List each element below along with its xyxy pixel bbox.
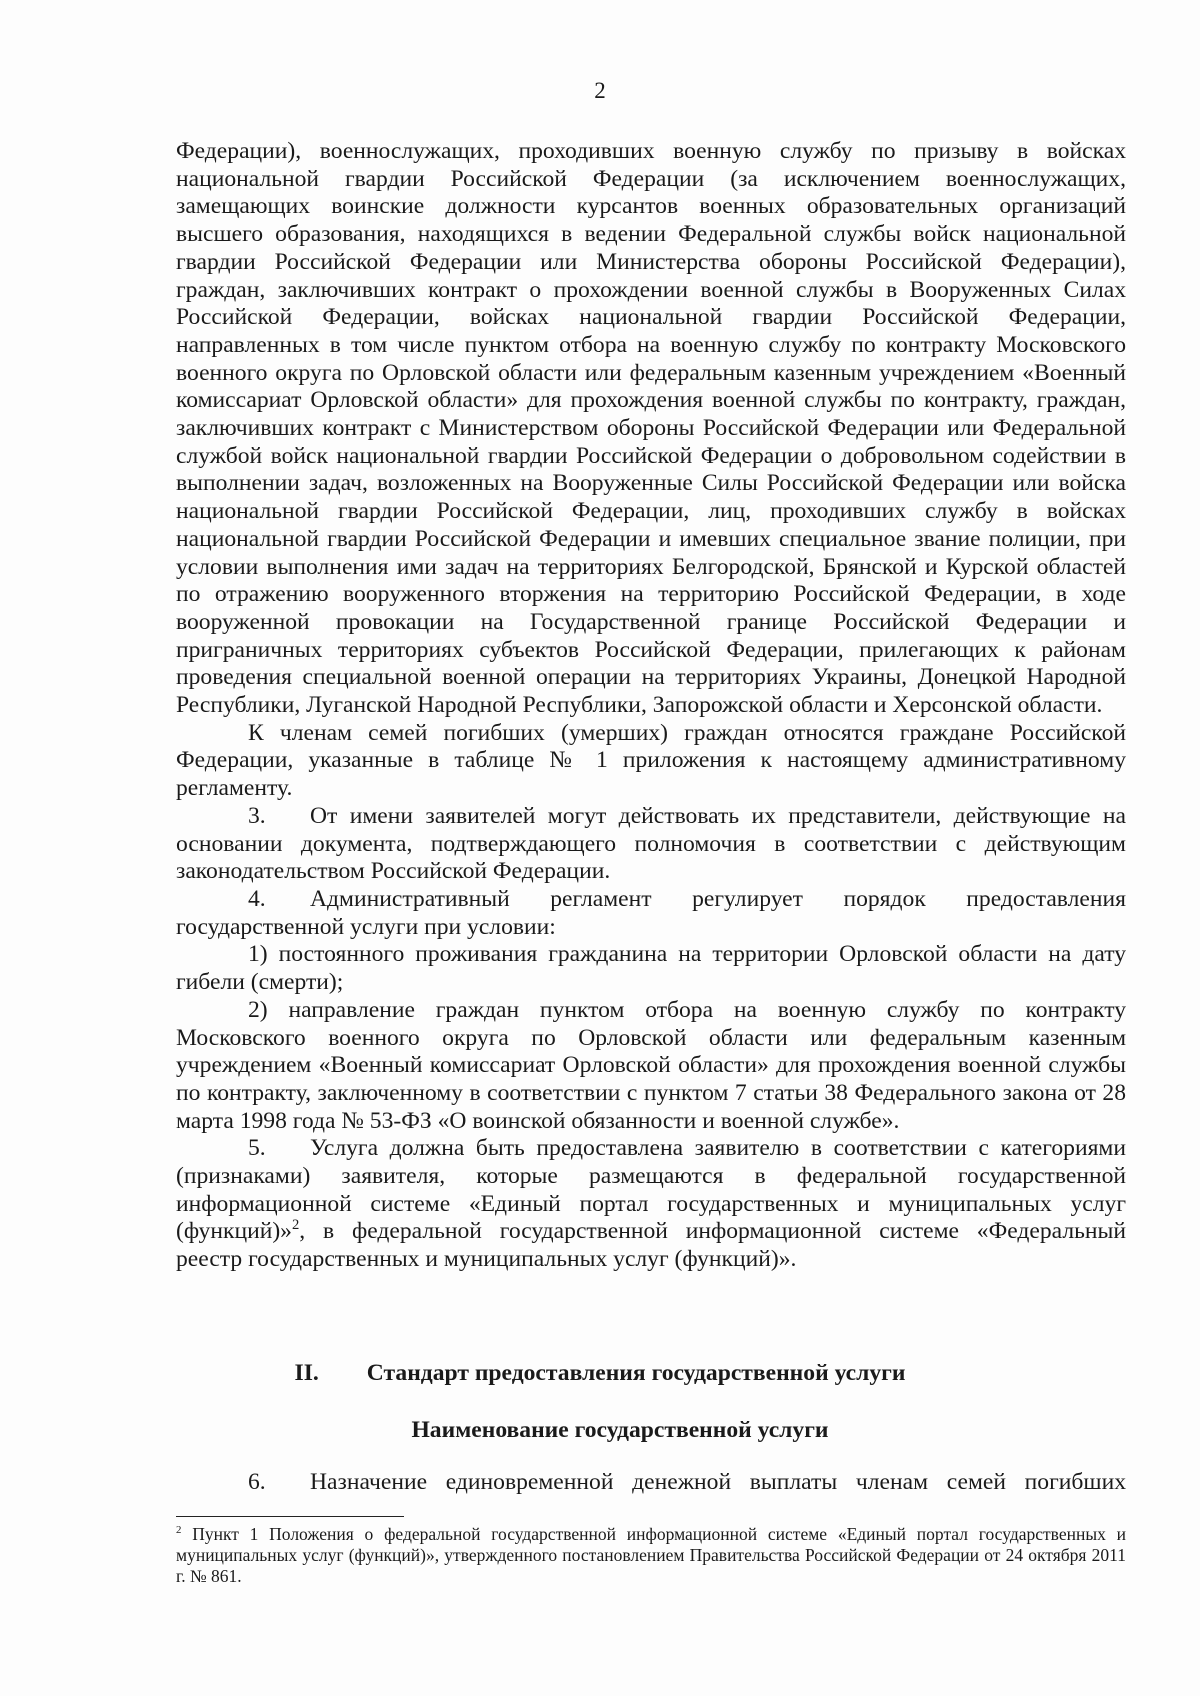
paragraph-number: 5. xyxy=(248,1135,266,1162)
paragraph-number: 3. xyxy=(248,802,266,829)
page-number: 2 xyxy=(594,78,606,103)
footnote xyxy=(176,1524,1126,1587)
paragraph-text: От имени заявителей могут действовать их представители, действующие на основании документа, подтверждающего полномочия в соответствии с действующим законодательством Российской Федерации. xyxy=(176,802,1126,885)
paragraph-text-cont: , в федеральной государственной информационной системе «Федеральный реестр государственных и муниципальных услуг (функций)». xyxy=(176,1218,1126,1273)
document-body xyxy=(176,138,1126,1274)
footnote-reference: 2 xyxy=(291,1217,300,1234)
paragraph-4 xyxy=(176,886,1126,941)
paragraph-4-item-1: 1) постоянного проживания гражданина на территории Орловской области на дату гибели (смерти); xyxy=(176,941,1126,996)
paragraph-number: 4. xyxy=(248,885,266,912)
paragraph-text: Назначение единовременной денежной выплаты членам семей погибших xyxy=(310,1469,1126,1495)
paragraph-6 xyxy=(176,1469,1126,1497)
paragraph-text: Услуга должна быть предоставлена заявителю в соответствии с категориями (признаками) заявителя, которые размещаются в федеральной государственной информационной системе «Единый портал государственных и муниципальных услуг (функций)» xyxy=(176,1135,1126,1245)
footnote-text: Пункт 1 Положения о федеральной государственной информационной системе «Единый портал государственных и муниципальных услуг (функций)», утвержденного постановлением Правительства Российской Федерации от 24 октября 2011 г. № 861. xyxy=(176,1524,1126,1586)
footnote-marker: 2 xyxy=(176,1524,182,1537)
paragraph-continuation: Федерации), военнослужащих, проходивших военную службу по призыву в войсках национальной гвардии Российской Федерации (за исключением военнослужащих, замещающих воинские должности курсантов военных образовательных организаций высшего образования, находящихся в ведении Федеральной службы войск национальной гвардии Российской Федерации или Министерства обороны Российской Федерации), граждан, заключивших контракт о прохождении военной службы в Вооруженных Силах Российской Федерации, войсках национальной гвардии Российской Федерации, направленных в том числе пунктом отбора на военную службу по контракту Московского военного округа по Орловской области или федеральным казенным учреждением «Военный комиссариат Орловской области» для прохождения военной службы по контракту, граждан, заключивших контракт с Министерством обороны Российской Федерации или Федеральной службой войск национальной гвардии Российской Федерации о добровольном содействии в выполнении задач, возложенных на Вооруженные Силы Российской Федерации или войска национальной гвардии Российской Федерации, лиц, проходивших службу в войсках национальной гвардии Российской Федерации и имевших специальное звание полиции, при условии выполнения ими задач на территориях Белгородской, Брянской и Курской областей по отражению вооруженного вторжения на территорию Российской Федерации, в ходе вооруженной провокации на Государственной границе Российской Федерации и приграничных территориях субъектов Российской Федерации, прилегающих к районам проведения специальной военной операции на территориях Украины, Донецкой Народной Республики, Луганской Народной Республики, Запорожской области и Херсонской области. xyxy=(176,138,1126,719)
paragraph-family-members: К членам семей погибших (умерших) граждан относятся граждане Российской Федерации, указанные в таблице № 1 приложения к настоящему административному регламенту. xyxy=(176,719,1126,802)
paragraph-number: 6. xyxy=(248,1469,266,1495)
paragraph-4-item-2: 2) направление граждан пунктом отбора на военную службу по контракту Московского военного округа по Орловской области или федеральным казенным учреждением «Военный комиссариат Орловской области» для прохождения военной службы по контракту, заключенному в соответствии с пунктом 7 статьи 38 Федерального закона от 28 марта 1998 года № 53-ФЗ «О воинской обязанности и военной службе». xyxy=(176,996,1126,1134)
paragraph-text: Административный регламент регулирует порядок предоставления государственной услуги при условии: xyxy=(176,885,1126,940)
section-heading xyxy=(0,1360,1200,1387)
footnote-separator xyxy=(176,1516,404,1517)
paragraph-5 xyxy=(176,1135,1126,1274)
section-number: II. xyxy=(294,1360,319,1386)
subsection-heading: Наименование государственной услуги xyxy=(411,1417,829,1443)
section-title: Стандарт предоставления государственной услуги xyxy=(366,1360,906,1386)
paragraph-3 xyxy=(176,803,1126,886)
